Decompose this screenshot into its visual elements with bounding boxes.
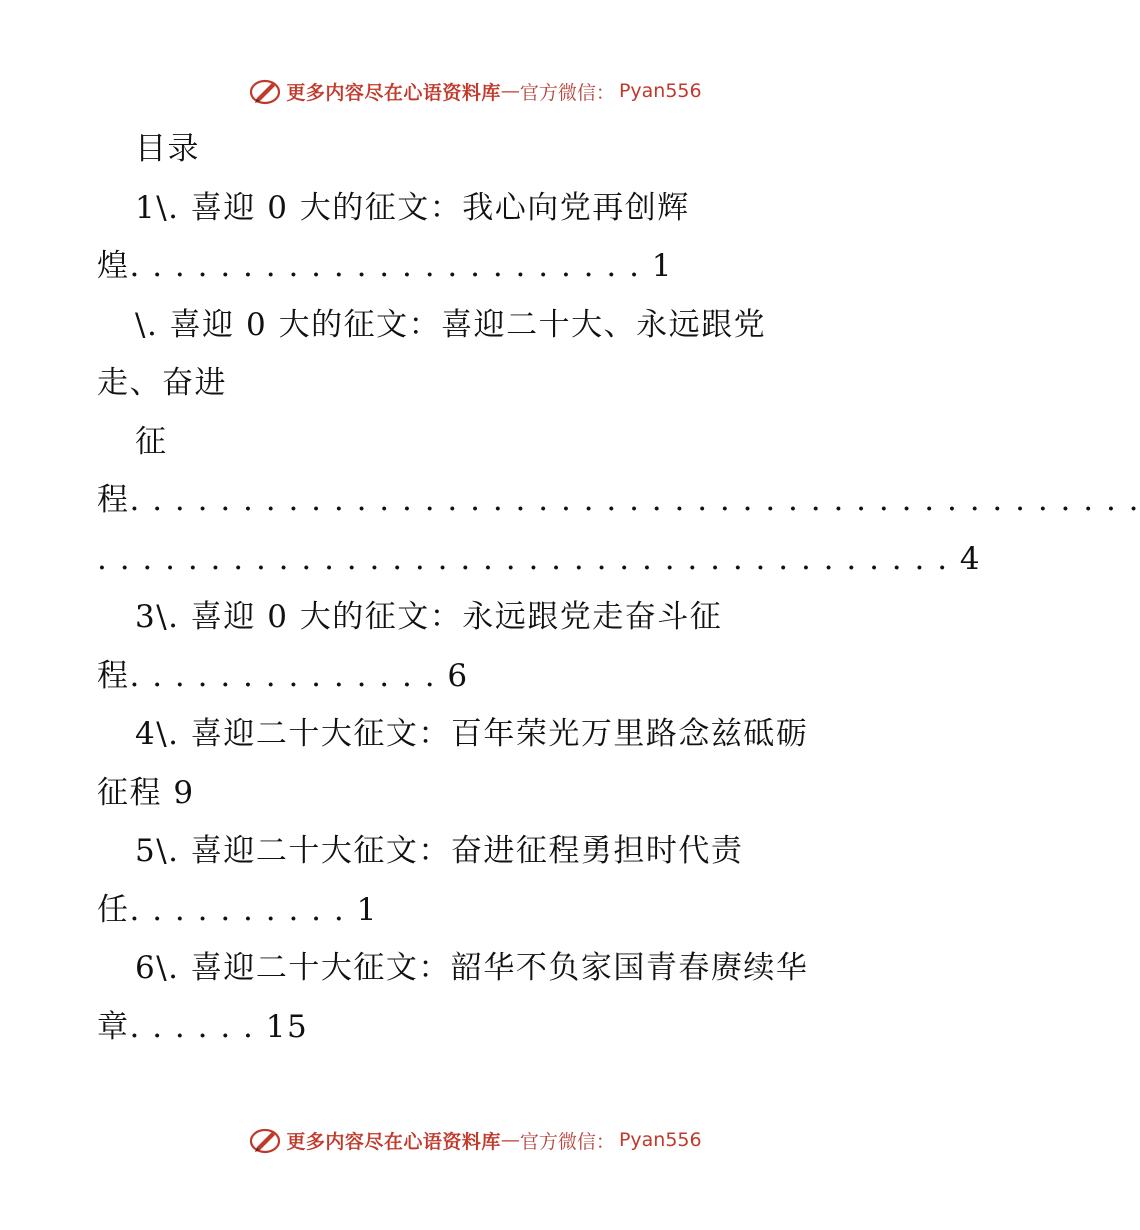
toc-entry-1: 1\. 喜迎 0 大的征文：我心向党再创辉 xyxy=(135,189,690,226)
toc-entry-6: 6\. 喜迎二十大征文：韶华不负家国青春赓续华 xyxy=(135,950,809,986)
pen-logo-icon xyxy=(248,76,282,106)
toc-entry-3: 3\. 喜迎 0 大的征文：永远跟党走奋斗征 xyxy=(135,599,723,635)
pen-logo-icon xyxy=(248,1125,282,1155)
toc-entry-2: \. 喜迎 0 大的征文：喜迎二十大、永远跟党 xyxy=(135,306,767,343)
toc-entry-2-continuation-2: 征 xyxy=(135,423,168,460)
toc-entry-4-continuation: 征程 9 xyxy=(97,774,195,811)
banner-wechat-label: 官方微信： xyxy=(519,81,615,104)
banner-separator: — xyxy=(500,80,520,102)
banner-brand-text: 更多内容尽在心语资料库 xyxy=(286,81,501,104)
banner-wechat-label: 官方微信： xyxy=(519,1130,615,1153)
banner-account: Pyan556 xyxy=(618,80,702,102)
toc-title: 目录 xyxy=(135,131,200,167)
footer-watermark-banner xyxy=(0,1120,950,1160)
toc-entry-2-page-line: . . . . . . . . . . . . . . . . . . . . . . . . . . . . . . . . . . . . . . 4 xyxy=(97,540,982,577)
header-watermark-banner xyxy=(0,71,950,111)
toc-entry-4: 4\. 喜迎二十大征文：百年荣光万里路念兹砥砺 xyxy=(135,716,809,752)
toc-entry-6-continuation: 章. . . . . . 15 xyxy=(97,1008,309,1045)
banner-brand-text: 更多内容尽在心语资料库 xyxy=(286,1130,501,1153)
toc-entry-1-continuation: 煌. . . . . . . . . . . . . . . . . . . . . . . 1 xyxy=(97,248,674,284)
toc-entry-3-continuation: 程. . . . . . . . . . . . . . 6 xyxy=(97,657,469,694)
table-of-contents xyxy=(97,120,1140,1056)
toc-entry-2-continuation-3: 程. . . . . . . . . . . . . . . . . . . . . . . . . . . . . . . . . . . . . . . . . . . . . xyxy=(97,482,1140,518)
toc-entry-2-continuation: 走、奋进 xyxy=(97,365,227,401)
banner-account: Pyan556 xyxy=(618,1129,702,1151)
banner-separator: — xyxy=(500,1129,520,1151)
toc-entry-5-continuation: 任. . . . . . . . . . 1 xyxy=(97,891,378,928)
toc-entry-5: 5\. 喜迎二十大征文：奋进征程勇担时代责 xyxy=(135,833,744,869)
